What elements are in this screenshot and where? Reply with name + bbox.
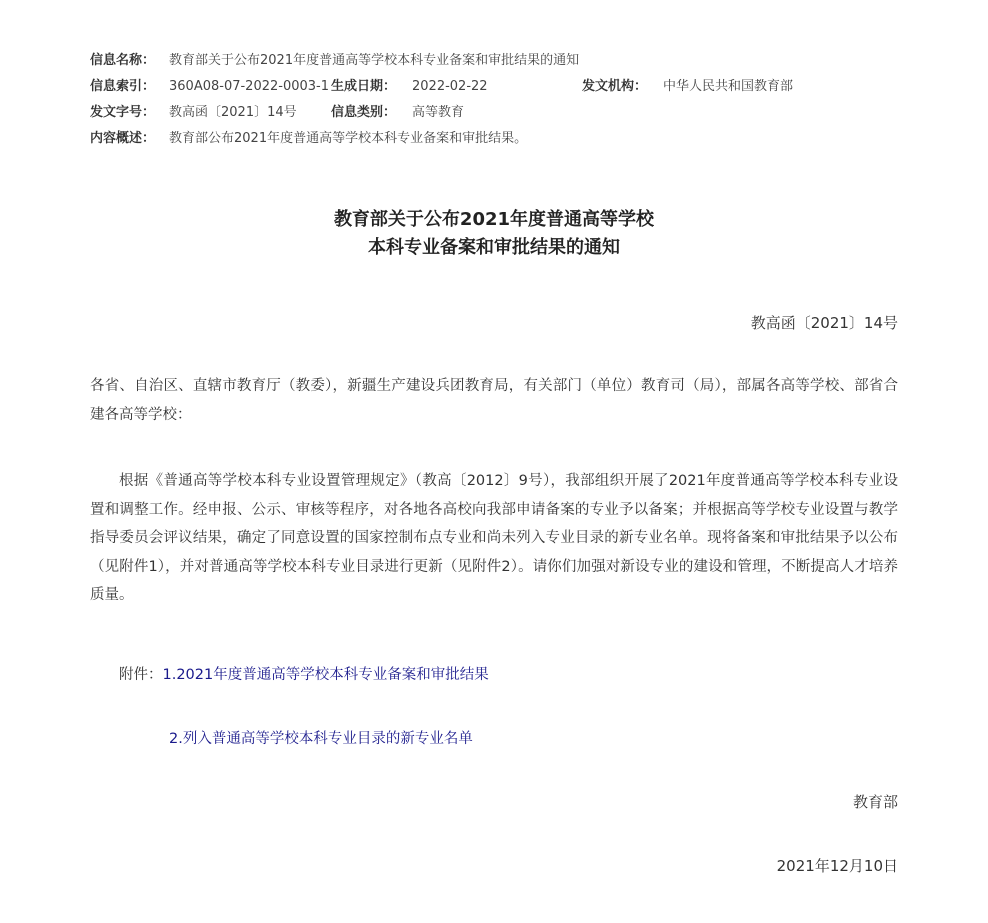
meta-row-name bbox=[90, 48, 950, 74]
addressee-paragraph: 各省、自治区、直辖市教育厅（教委），新疆生产建设兵团教育局，有关部门（单位）教育司（局），部属各高等学校、部省合建各高等学校： bbox=[90, 378, 898, 423]
meta-issuer-label: 发文机构： bbox=[582, 79, 648, 94]
attachment-link-1[interactable]: 1.2021年度普通高等学校本科专业备案和审批结果 bbox=[162, 667, 489, 683]
attachment-link-2[interactable]: 2.列入普通高等学校本科专业目录的新专业名单 bbox=[169, 731, 473, 747]
meta-index-value: 360A08-07-2022-0003-1 bbox=[169, 79, 329, 94]
meta-row-summary bbox=[90, 126, 950, 152]
meta-summary-value: 教育部公布2021年度普通高等学校本科专业备案和审批结果。 bbox=[169, 131, 528, 146]
meta-row-index bbox=[90, 74, 950, 100]
meta-category-label: 信息类别： bbox=[331, 105, 397, 120]
signer: 教育部 bbox=[852, 793, 898, 811]
meta-name-label: 信息名称： bbox=[90, 53, 156, 68]
meta-category-value: 高等教育 bbox=[412, 105, 465, 120]
meta-date-label: 生成日期： bbox=[331, 79, 397, 94]
meta-docno-label: 发文字号： bbox=[90, 105, 156, 120]
document-title-line-1: 教育部关于公布2021年度普通高等学校 bbox=[333, 209, 655, 230]
meta-row-docno bbox=[90, 100, 950, 126]
meta-name-value: 教育部关于公布2021年度普通高等学校本科专业备案和审批结果的通知 bbox=[169, 53, 580, 68]
body-paragraph: 根据《普通高等学校本科专业设置管理规定》（教高〔2012〕9号），我部组织开展了2021年度普通高等学校本科专业设置和调整工作。经申报、公示、审核等程序，对各地各高校向我部申请备案的专业予以备案；并根据高等学校专业设置与教学指导委员会评议结果，确定了同意设置的国家控制布点专业和尚未列入专业目录的新专业名单。现将备案和审批结果予以公布（见附件1），并对普通高等学校本科专业目录进行更新（见附件2）。请你们加强对新设专业的建设和管理，不断提高人才培养质量。 bbox=[90, 473, 898, 603]
document-title bbox=[0, 206, 988, 262]
document-title-line-2: 本科专业备案和审批结果的通知 bbox=[368, 237, 620, 258]
info-metadata bbox=[90, 48, 950, 152]
attachments-label: 附件： bbox=[119, 667, 163, 683]
meta-index-label: 信息索引： bbox=[90, 79, 156, 94]
document-number: 教高函〔2021〕14号 bbox=[750, 314, 898, 332]
meta-date-value: 2022-02-22 bbox=[412, 79, 488, 94]
attachment-row-2 bbox=[169, 727, 473, 751]
meta-issuer-value: 中华人民共和国教育部 bbox=[663, 79, 794, 94]
meta-summary-label: 内容概述： bbox=[90, 131, 156, 146]
sign-date: 2021年12月10日 bbox=[776, 857, 898, 875]
meta-docno-value: 教高函〔2021〕14号 bbox=[169, 105, 297, 120]
attachment-row-1 bbox=[119, 663, 489, 687]
